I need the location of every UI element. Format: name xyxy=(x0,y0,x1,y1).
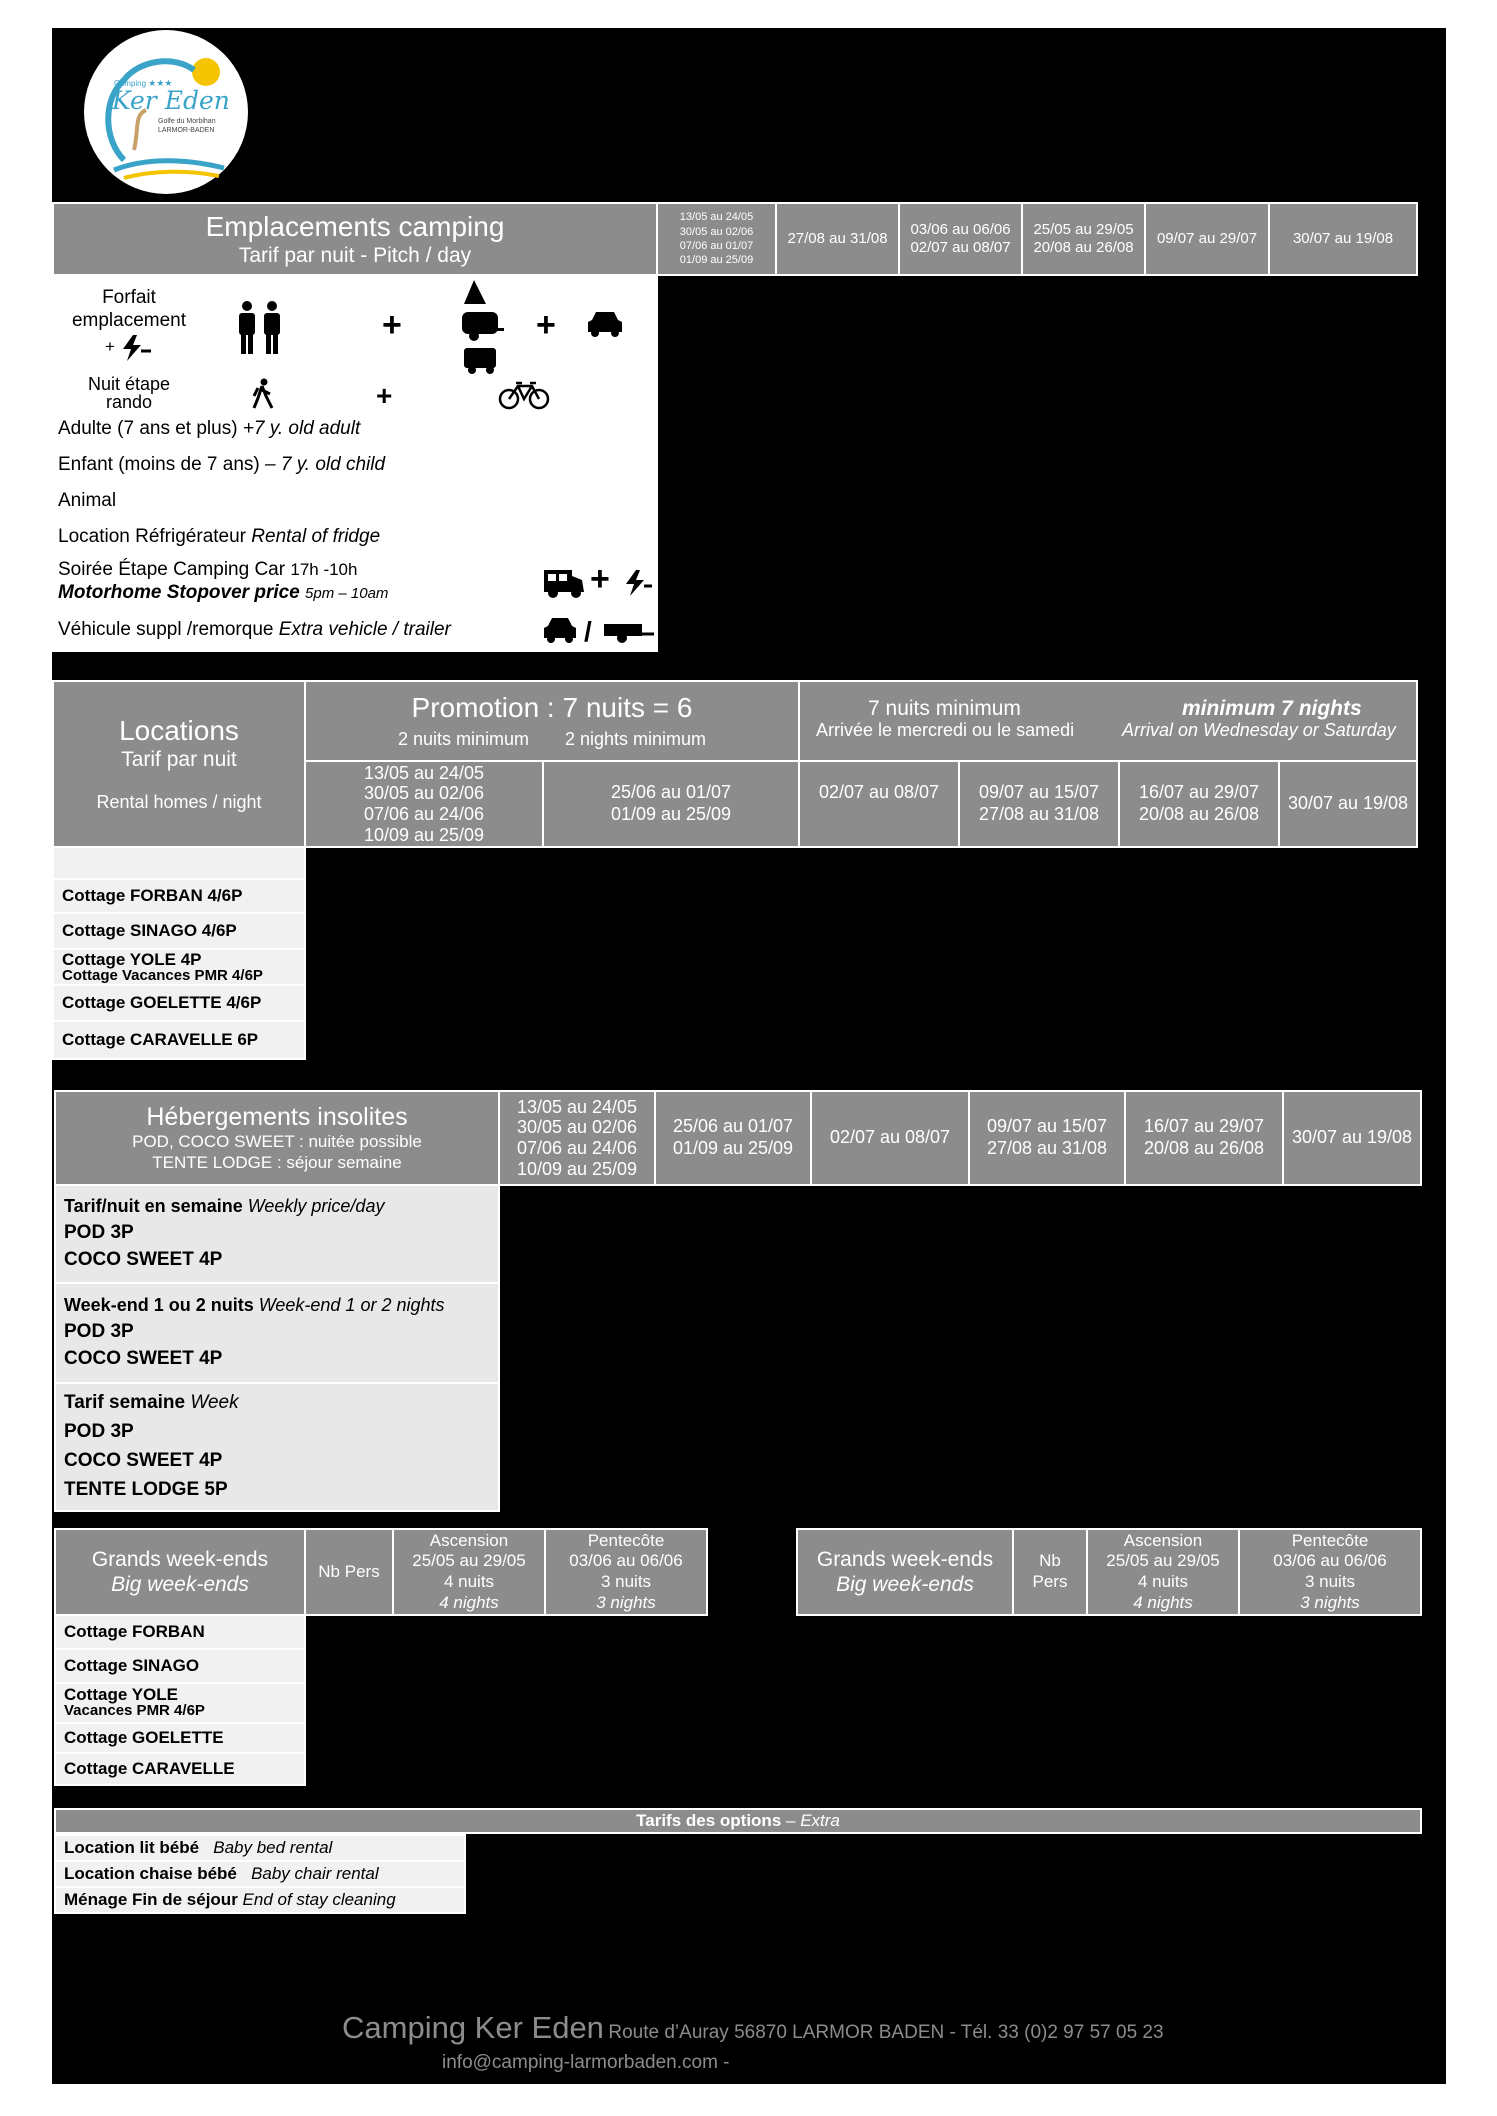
insolites-period-3: 02/07 au 08/07 xyxy=(810,1090,970,1186)
row-adult: Adulte (7 ans et plus) +7 y. old adult xyxy=(52,410,658,448)
camping-title-cell xyxy=(52,202,658,276)
price-sheet xyxy=(52,28,1446,2084)
camping-period-1: 13/05 au 24/05 30/05 au 02/06 07/06 au 01/07 01/09 au 25/09 xyxy=(656,202,777,276)
locations-period-3: 02/07 au 08/07 xyxy=(798,760,960,848)
car-icon xyxy=(586,310,624,338)
locations-period-1: 13/05 au 24/05 30/05 au 02/06 07/06 au 24/06 10/09 au 25/09 xyxy=(304,760,544,848)
weekends-row-goelette: Cottage GOELETTE xyxy=(54,1722,306,1754)
option-baby-chair: Location chaise bébé Baby chair rental xyxy=(54,1860,466,1888)
insolites-period-5: 16/07 au 29/07 20/08 au 26/08 xyxy=(1124,1090,1284,1186)
footer-name: Camping Ker Eden xyxy=(342,2010,604,2045)
minimum-nights-header: 7 nuits minimum minimum 7 nights Arrivée le mercredi ou le samedi Arrival on Wednesday or Saturday xyxy=(798,680,1418,762)
locations-period-6: 30/07 au 19/08 xyxy=(1278,760,1418,848)
insolites-period-1: 13/05 au 24/05 30/05 au 02/06 07/06 au 24/06 10/09 au 25/09 xyxy=(498,1090,656,1186)
logo xyxy=(84,30,248,194)
electricity-icon xyxy=(622,568,654,598)
insolites-period-2: 25/06 au 01/07 01/09 au 25/09 xyxy=(654,1090,812,1186)
weekends-title-left: Grands week-ends Big week-ends xyxy=(54,1528,306,1616)
locations-row-goelette: Cottage GOELETTE 4/6P xyxy=(52,984,306,1022)
forfait-icons-cell: + + xyxy=(204,274,658,376)
logo-stars: ★★★ xyxy=(148,78,173,88)
weekends-row-sinago: Cottage SINAGO xyxy=(54,1648,306,1684)
weekends-row-yole: Cottage YOLE Vacances PMR 4/6P xyxy=(54,1682,306,1724)
weekends-ascension-right: Ascension 25/05 au 29/05 4 nuits 4 nights xyxy=(1086,1528,1240,1616)
camping-period-3: 03/06 au 06/06 02/07 au 08/07 xyxy=(898,202,1023,276)
footer xyxy=(342,2010,1164,2046)
logo-line1: Golfe du Morbihan xyxy=(158,118,216,125)
two-persons-icon xyxy=(234,300,286,356)
options-header: Tarifs des options – Extra xyxy=(54,1808,1422,1834)
logo-line2: LARMOR-BADEN xyxy=(158,127,215,134)
locations-period-5: 16/07 au 29/07 20/08 au 26/08 xyxy=(1118,760,1280,848)
logo-camping: Camping xyxy=(114,79,147,88)
bicycle-icon xyxy=(498,380,550,410)
forfait-label-cell: Forfait emplacement + xyxy=(52,274,206,376)
weekends-ascension-left: Ascension 25/05 au 29/05 4 nuits 4 nights xyxy=(392,1528,546,1616)
insolites-block-weekend: Week-end 1 ou 2 nuits Week-end 1 or 2 nights POD 3P COCO SWEET 4P xyxy=(54,1282,500,1384)
motorhome-icons-cell: + xyxy=(534,554,658,610)
weekends-nbpers-right: Nb Pers xyxy=(1012,1528,1088,1616)
footer-address: Route d’Auray 56870 LARMOR BADEN - Tél. 33 (0)2 97 57 05 23 xyxy=(608,2022,1164,2043)
locations-row-sinago: Cottage SINAGO 4/6P xyxy=(52,912,306,950)
promotion-header: Promotion : 7 nuits = 6 2 nuits minimum 2 nights minimum xyxy=(304,680,800,762)
trailer-icon xyxy=(602,622,656,644)
insolites-block-weekly-night: Tarif/nuit en semaine Weekly price/day POD 3P COCO SWEET 4P xyxy=(54,1184,500,1284)
locations-row-forban: Cottage FORBAN 4/6P xyxy=(52,878,306,914)
hiker-icon xyxy=(250,378,276,410)
row-fridge: Location Réfrigérateur Rental of fridge xyxy=(52,518,658,556)
weekends-title-right: Grands week-ends Big week-ends xyxy=(796,1528,1014,1616)
locations-title-cell: Locations Tarif par nuit Rental homes / night xyxy=(52,680,306,848)
rando-label-cell: Nuit étape rando xyxy=(52,374,206,412)
weekends-pentecote-left: Pentecôte 03/06 au 06/06 3 nuits 3 nights xyxy=(544,1528,708,1616)
option-cleaning: Ménage Fin de séjour End of stay cleaning xyxy=(54,1886,466,1914)
camping-period-5: 09/07 au 29/07 xyxy=(1144,202,1270,276)
option-baby-bed: Location lit bébé Baby bed rental xyxy=(54,1834,466,1862)
locations-period-2: 25/06 au 01/07 01/09 au 25/09 xyxy=(542,760,800,848)
weekends-row-forban: Cottage FORBAN xyxy=(54,1614,306,1650)
insolites-title-cell: Hébergements insolites POD, COCO SWEET : nuitée possible TENTE LODGE : séjour semaine xyxy=(54,1090,500,1186)
weekends-row-caravelle: Cottage CARAVELLE xyxy=(54,1752,306,1786)
row-animal: Animal xyxy=(52,482,658,520)
insolites-period-4: 09/07 au 15/07 27/08 au 31/08 xyxy=(968,1090,1126,1186)
vehicle-icons-cell: / xyxy=(534,608,658,652)
locations-row-caravelle: Cottage CARAVELLE 6P xyxy=(52,1020,306,1060)
camping-subtitle: Tarif par nuit - Pitch / day xyxy=(238,244,472,268)
motorhome-icon xyxy=(542,566,586,600)
locations-blank-row xyxy=(52,846,306,880)
electricity-plug-icon xyxy=(119,333,153,363)
locations-row-yole: Cottage YOLE 4P Cottage Vacances PMR 4/6P xyxy=(52,948,306,986)
camping-period-6: 30/07 au 19/08 xyxy=(1268,202,1418,276)
rando-icons-cell: + xyxy=(204,374,658,412)
footer-email: info@camping-larmorbaden.com - xyxy=(442,2052,730,2073)
insolites-block-week: Tarif semaine Week POD 3P COCO SWEET 4P TENTE LODGE 5P xyxy=(54,1382,500,1512)
weekends-nbpers-left: Nb Pers xyxy=(304,1528,394,1616)
insolites-period-6: 30/07 au 19/08 xyxy=(1282,1090,1422,1186)
weekends-pentecote-right: Pentecôte 03/06 au 06/06 3 nuits 3 nights xyxy=(1238,1528,1422,1616)
camping-period-4: 25/05 au 29/05 20/08 au 26/08 xyxy=(1021,202,1146,276)
row-extra-vehicle: Véhicule suppl /remorque Extra vehicle / trailer xyxy=(52,608,536,652)
camping-period-2: 27/08 au 31/08 xyxy=(775,202,900,276)
row-motorhome-stopover: Soirée Étape Camping Car 17h -10h Motorhome Stopover price 5pm – 10am xyxy=(52,554,536,610)
extra-car-icon xyxy=(542,616,578,644)
logo-name: Ker Eden xyxy=(112,86,230,115)
camping-title: Emplacements camping xyxy=(205,210,505,242)
locations-period-4: 09/07 au 15/07 27/08 au 31/08 xyxy=(958,760,1120,848)
row-child: Enfant (moins de 7 ans) – 7 y. old child xyxy=(52,446,658,484)
tent-caravan-campervan-icon xyxy=(460,278,504,374)
